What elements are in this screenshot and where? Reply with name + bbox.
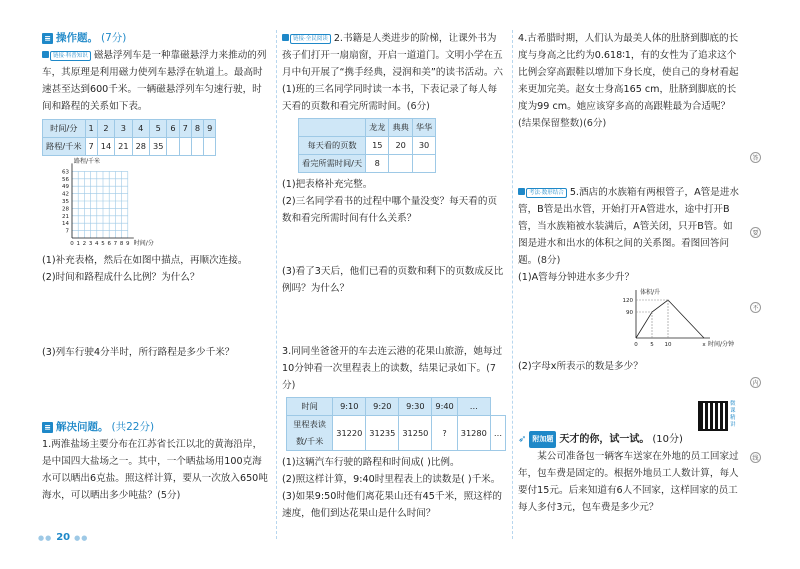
column-divider-2 <box>512 30 513 539</box>
table-cell <box>191 138 203 156</box>
section-book-icon: ≡ <box>42 33 53 44</box>
table-cell: 28 <box>132 138 149 156</box>
table-cell: 7 <box>179 120 191 138</box>
x-tick-label: 9 <box>126 241 130 247</box>
x-tick-label: 10 <box>664 342 672 348</box>
volume-line <box>636 300 704 338</box>
aquarium-sub1: (1)A管每分钟进水多少升？ <box>518 272 635 283</box>
y-tick-label: 28 <box>62 206 69 213</box>
x-tick-label: 3 <box>88 241 93 247</box>
table-cell: 8 <box>366 155 389 173</box>
table-cell: 7 <box>85 138 97 156</box>
page-number: 20 <box>56 532 71 543</box>
section-operation-title: ≡ 操作题。 (7分) <box>42 30 270 47</box>
column-divider-1 <box>276 30 277 539</box>
table-cell: 路程/千米 <box>43 138 86 156</box>
table-cell: 4 <box>132 120 149 138</box>
table-cell: 时间 <box>287 398 333 416</box>
maglev-sub1: (1)补充表格，然后在如图中描点，再顺次连接。 <box>42 255 248 266</box>
table-cell: 时间/分 <box>43 120 86 138</box>
table-cell: 6 <box>167 120 179 138</box>
table-cell: ? <box>432 416 457 451</box>
table-cell: 14 <box>97 138 114 156</box>
table-cell: … <box>490 416 505 451</box>
tag-icon <box>42 51 49 58</box>
y-tick-label: 90 <box>626 310 633 316</box>
table-cell: 看完所需时间/天 <box>299 155 366 173</box>
tag-icon <box>518 188 525 195</box>
question-odometer: 3.同同坐爸爸开的车去连云港的花果山旅游，她每过10分钟看一次里程表上的读数，结果记录如下。(7分) <box>282 346 503 391</box>
table-cell: 华华 <box>412 119 435 137</box>
table-cell: 典典 <box>389 119 412 137</box>
table-cell: 9 <box>204 120 216 138</box>
odometer-table <box>286 397 506 451</box>
table-cell <box>299 119 366 137</box>
table-cell: 21 <box>115 138 132 156</box>
table-cell: 31220 <box>333 416 366 451</box>
column-3 <box>518 30 740 539</box>
table-cell: 31280 <box>457 416 490 451</box>
y-tick-label: 120 <box>622 298 633 304</box>
table-cell: 8 <box>191 120 203 138</box>
x-tick-label: 6 <box>107 241 111 247</box>
odometer-sub3: (3)如果9:50时他们离花果山还有45千米，照这样的速度，他们到达花果山是什么时间？ <box>282 491 503 519</box>
y-tick-label: 42 <box>62 191 69 198</box>
maglev-sub3: (3)列车行驶4分半时，所行路程是多少千米？ <box>42 347 235 358</box>
y-tick-label: 56 <box>62 176 69 183</box>
table-cell: 9:10 <box>333 398 366 416</box>
binding-marks: 答 要 不 内 线 <box>750 150 760 465</box>
x-tick-label: 4 <box>95 241 99 247</box>
table-cell: 31250 <box>399 416 432 451</box>
table-cell: 30 <box>412 137 435 155</box>
section-solve-title: ≡ 解决问题。 (共22分) <box>42 419 270 436</box>
table-cell: 35 <box>150 138 167 156</box>
y-axis-label: 体积/升 <box>640 289 661 296</box>
x-tick-label: 5 <box>101 241 105 247</box>
y-axis-label: 路程/千米 <box>74 158 101 165</box>
column-1 <box>42 30 270 539</box>
maglev-sub2: (2)时间和路程成什么比例？为什么？ <box>42 272 200 283</box>
reading-sub3: (3)看了3天后，他们已看的页数和剩下的页数成反比例吗？为什么？ <box>282 266 504 294</box>
table-cell: 里程表读数/千米 <box>287 416 333 451</box>
x-tick-label: 2 <box>82 241 87 247</box>
y-tick-label: 63 <box>62 169 69 176</box>
table-cell: 20 <box>389 137 412 155</box>
x-tick-label: 0 <box>70 241 74 247</box>
y-tick-label: 7 <box>65 228 69 235</box>
y-tick-label: 21 <box>62 213 69 220</box>
table-cell: … <box>457 398 490 416</box>
x-tick-label: 1 <box>76 241 80 247</box>
question-golden-ratio: 4.古希腊时期，人们认为最美人体的肚脐到脚底的长度与身高之比约为0.618∶1，有的女性为了追求这个比例会穿高跟鞋以增加下身长度，使自己的身材看起来更加完美。赵女士身高165 cm，肚脐到脚底的长度为99 cm。她应该穿多高的高跟鞋最为合适呢？(结果保留整数)(6分) <box>518 33 739 129</box>
aquarium-graph <box>518 286 735 352</box>
table-cell: 2 <box>97 120 114 138</box>
table-cell <box>179 138 191 156</box>
table-cell <box>204 138 216 156</box>
table-cell: 5 <box>150 120 167 138</box>
page-footer: ●● 20 ●● <box>38 532 89 543</box>
rocket-icon: ➶ <box>518 434 527 445</box>
reading-sub1: (1)把表格补充完整。 <box>282 179 373 190</box>
odometer-sub1: (1)这辆汽车行驶的路程和时间成( )比例。 <box>282 457 460 468</box>
section-book-icon: ≡ <box>42 422 53 433</box>
y-tick-label: 49 <box>62 184 69 191</box>
table-cell: 9:40 <box>432 398 457 416</box>
table-cell: 31235 <box>366 416 399 451</box>
question-reading: 链接·全民阅读 2.书籍是人类进步的阶梯，让课外书为孩子们打开一扇扇窗，开启一道道门。文明小学在五月中旬开展了“携手经典，浸润和美”的读书活动。六(1)班的三名同学同时读一本书，下表记录了每人每天看的页数和看完所需时间。(6分) <box>282 33 504 112</box>
y-tick-label: 14 <box>62 221 69 228</box>
maglev-graph <box>42 158 162 246</box>
aquarium-sub2: (2)字母x所表示的数是多少？ <box>518 361 643 372</box>
maglev-table <box>42 119 216 156</box>
reading-table <box>298 118 436 173</box>
reading-sub2: (2)三名同学看书的过程中哪个量没变？每天看的页数和看完所需时间有什么关系？ <box>282 196 498 224</box>
question-salt: 1.两淮盐场主要分布在江苏省长江以北的黄海沿岸，是中国四大盐场之一。其中，一个晒盐场用100克海水可以晒出6克盐。照这样计算，要从一次放入650吨海水，可以晒出多少吨盐？(5分) <box>42 439 268 501</box>
table-cell <box>389 155 412 173</box>
x-tick-label: 0 <box>634 342 638 348</box>
qr-code-icon[interactable] <box>698 401 728 431</box>
x-tick-label: 7 <box>113 241 118 247</box>
column-2 <box>282 30 506 539</box>
bonus-text: 某公司准备包一辆客车送家在外地的员工回家过年，包车费是固定的。根据外地员工人数计算，每人要付15元。后来知道有6人不回家，这样回家的员工每人多付3元，包车费是多少元？ <box>518 451 739 513</box>
question-maglev: 链接·科普知识 磁悬浮列车是一种靠磁悬浮力来推动的列车，其原理是利用磁力使列车悬浮在轨道上。最高时速甚至达到600千米。一辆磁悬浮列车匀速行驶，时间和路程的关系如下表。 <box>42 50 267 112</box>
table-cell <box>412 155 435 173</box>
table-cell: 9:30 <box>399 398 432 416</box>
table-cell <box>167 138 179 156</box>
x-axis-label: 时间/分 <box>133 240 154 247</box>
question-aquarium: 考法·数形结合 5.酒店的水族箱有两根管子，A管是进水管，B管是出水管，开始打开A管进水，途中打开B管，当水族箱被水装满后，A管关闭，只开B管。如图是进水和出水的体积之间的关系图。看图回答问题。(8分) <box>518 187 740 266</box>
tag-icon <box>282 34 289 41</box>
table-cell: 9:20 <box>366 398 399 416</box>
table-cell: 3 <box>115 120 132 138</box>
table-cell: 15 <box>366 137 389 155</box>
table-cell: 每天看的页数 <box>299 137 366 155</box>
x-tick-label: 5 <box>650 342 654 348</box>
x-tick-label: x <box>702 342 706 348</box>
table-cell: 1 <box>85 120 97 138</box>
bonus-title: ➶ 附加题 天才的你，试一试。 (10分) <box>518 431 740 448</box>
table-cell: 龙龙 <box>366 119 389 137</box>
x-tick-label: 8 <box>119 241 124 247</box>
odometer-sub2: (2)照这样计算，9:40时里程表上的读数是( )千米。 <box>282 474 501 485</box>
y-tick-label: 35 <box>62 199 69 205</box>
qr-block: 微课精讲 <box>518 401 740 431</box>
x-axis-label: 时间/分钟 <box>708 341 735 348</box>
